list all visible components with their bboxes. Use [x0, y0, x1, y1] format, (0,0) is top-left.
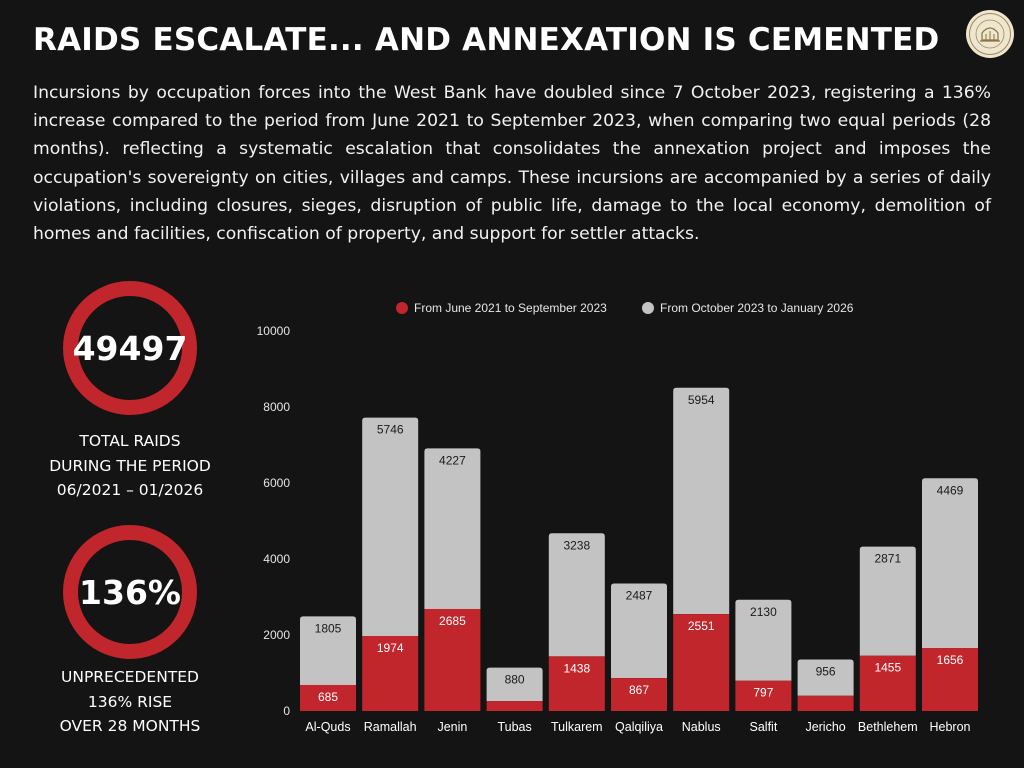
y-tick-label: 4000: [263, 552, 290, 566]
data-label-jun2021-sep2023: 867: [628, 683, 650, 698]
x-tick-label: Al-Quds: [305, 720, 351, 734]
intro-paragraph: Incursions by occupation forces into the West Bank have doubled since 7 October 2023, registering a 136% increase compared to the period from June 2021 to September 2023, when comparing two equal periods (28 months). reflecting a systematic escalation that consolidates the annexation project and imposes the occupation's sovereignty on cities, villages and camps. These incursions are accompanied by a series of daily violations, including closures, sieges, disruption of public life, damage to the local economy, demolition of homes and facilities, confiscation of property, and support for settler attacks.: [33, 83, 991, 245]
bar-segment-oct2023-jan2026: [922, 478, 978, 648]
data-label-oct2023-jan2026: 880: [504, 672, 525, 687]
data-label-jun2021-sep2023: 797: [753, 685, 774, 700]
bar-segment-oct2023-jan2026: [424, 448, 480, 609]
x-tick-label: Tubas: [497, 720, 532, 734]
data-label-oct2023-jan2026: 2130: [750, 604, 777, 619]
data-label-oct2023-jan2026: 4469: [936, 483, 964, 498]
data-label-jun2021-sep2023: 1974: [376, 640, 404, 655]
x-tick-label: Qalqiliya: [615, 720, 663, 734]
x-tick-label: Tulkarem: [550, 720, 603, 734]
y-tick-label: 8000: [263, 400, 290, 414]
data-label-oct2023-jan2026: 956: [815, 664, 836, 679]
rise-percent-label: [20, 665, 240, 739]
data-label-jun2021-sep2023: 1455: [874, 660, 902, 675]
y-tick-label: 0: [283, 704, 290, 718]
raids-bar-chart: [240, 290, 1000, 750]
data-label-jun2021-sep2023: 1656: [936, 653, 964, 668]
data-label-oct2023-jan2026: 5954: [687, 392, 715, 407]
total-raids-label-line: TOTAL RAIDS: [79, 432, 181, 450]
x-tick-label: Hebron: [929, 720, 971, 734]
x-tick-label: Nablus: [681, 720, 721, 734]
rise-percent-label-line: OVER 28 MONTHS: [59, 717, 201, 735]
rise-percent-ring: [63, 525, 197, 659]
total-raids-label-line: 06/2021 – 01/2026: [56, 481, 204, 499]
legend-label: From October 2023 to January 2026: [660, 301, 854, 315]
x-tick-label: Salfit: [749, 720, 778, 734]
legend-label: From June 2021 to September 2023: [414, 301, 607, 315]
rise-percent-label-line: UNPRECEDENTED: [61, 668, 199, 686]
data-label-jun2021-sep2023: 1438: [563, 661, 591, 676]
bar-segment-oct2023-jan2026: [362, 418, 418, 636]
data-label-oct2023-jan2026: 2487: [625, 588, 653, 603]
total-raids-label-line: DURING THE PERIOD: [49, 456, 211, 475]
total-raids-label: [20, 429, 240, 503]
page-title: RAIDS ESCALATE... AND ANNEXATION IS CEMENTED: [33, 22, 940, 58]
legend-marker: [642, 302, 654, 314]
legend-marker: [396, 302, 408, 314]
seal-logo-icon: [965, 9, 1015, 59]
total-raids-ring: [63, 281, 197, 415]
y-tick-label: 2000: [263, 628, 290, 642]
total-raids-value: 49497: [72, 328, 188, 368]
x-tick-label: Bethlehem: [857, 720, 918, 734]
x-tick-label: Jericho: [805, 720, 846, 734]
data-label-oct2023-jan2026: 3238: [563, 538, 591, 553]
rise-percent-label-line: 136% RISE: [87, 692, 173, 711]
bar-segment-jun2021-sep2023: [798, 696, 854, 711]
data-label-oct2023-jan2026: 4227: [439, 453, 466, 468]
rise-percent-value: 136%: [79, 572, 181, 612]
data-label-jun2021-sep2023: 2551: [687, 619, 715, 634]
x-tick-label: Ramallah: [363, 720, 417, 734]
data-label-jun2021-sep2023: 685: [317, 689, 339, 704]
y-tick-label: 6000: [263, 476, 290, 490]
data-label-jun2021-sep2023: 2685: [439, 613, 466, 628]
data-label-oct2023-jan2026: 1805: [314, 621, 342, 636]
x-tick-label: Jenin: [437, 720, 468, 734]
bar-segment-jun2021-sep2023: [487, 701, 543, 711]
y-tick-label: 10000: [256, 324, 290, 338]
data-label-oct2023-jan2026: 2871: [874, 551, 902, 566]
data-label-oct2023-jan2026: 5746: [376, 422, 404, 437]
bar-segment-oct2023-jan2026: [673, 388, 729, 614]
